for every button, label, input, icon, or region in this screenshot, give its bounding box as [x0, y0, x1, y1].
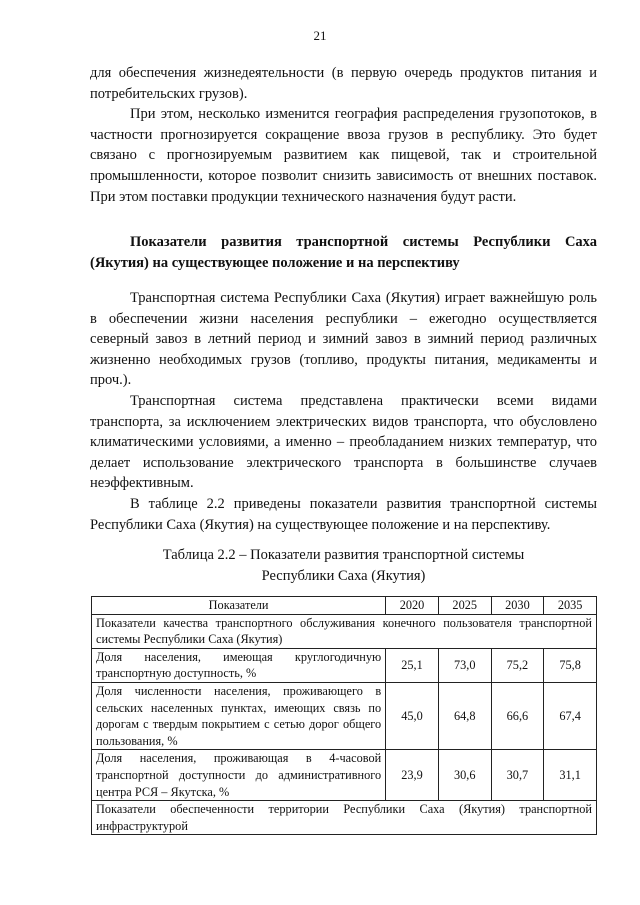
paragraph: При этом, несколько изменится география распределения грузопотоков, в частности прогнозируется сокращение ввоза грузов в республику. Это будет связано с прогнозируемым развитием как пищевой, так и строительной промышленности, которое позволит снизить зависимость от внешних поставок. При этом поставки продукции технического назначения будут расти.: [90, 106, 597, 205]
page-number: 21: [313, 28, 327, 43]
table-caption-line: Республики Саха (Якутия): [261, 567, 426, 584]
cell-value: 66,6: [491, 682, 544, 749]
table-caption-line: Таблица 2.2 – Показатели развития транспортной системы: [162, 547, 525, 563]
column-header: Показатели: [92, 597, 386, 615]
section-label: Показатели обеспеченности территории Республики Саха (Якутия) транспортной инфраструктурой: [92, 801, 597, 835]
cell-value: 31,1: [544, 750, 597, 801]
cell-value: 64,8: [438, 682, 491, 749]
main-text: [90, 288, 597, 535]
cell-value: 30,7: [491, 750, 544, 801]
cell-value: 73,0: [438, 648, 491, 682]
column-header: 2020: [386, 597, 439, 615]
column-header: 2035: [544, 597, 597, 615]
cell-value: 45,0: [386, 682, 439, 749]
cell-value: 75,2: [491, 648, 544, 682]
table-row: [92, 648, 597, 682]
table-section-row: [92, 614, 597, 648]
column-header: 2030: [491, 597, 544, 615]
table-section-row: [92, 801, 597, 835]
intro-text: [90, 63, 597, 207]
column-header: 2025: [438, 597, 491, 615]
cell-value: 75,8: [544, 648, 597, 682]
section-heading: Показатели развития транспортной системы Республики Саха (Якутия) на существующее положение и на перспективу: [90, 234, 597, 271]
cell-value: 30,6: [438, 750, 491, 801]
row-label: Доля численности населения, проживающего в сельских населенных пунктах, имеющих связь по дорогам с твердым покрытием с сетью дорог общего пользования, %: [92, 682, 386, 749]
row-label: Доля населения, проживающая в 4-часовой транспортной доступности до административного центра РСЯ – Якутска, %: [92, 750, 386, 801]
table-caption: [90, 545, 597, 586]
row-label: Доля населения, имеющая круглогодичную транспортную доступность, %: [92, 648, 386, 682]
indicators-table: [91, 596, 597, 835]
paragraph: В таблице 2.2 приведены показатели развития транспортной системы Республики Саха (Якутия) на существующее положение и на перспективу.: [90, 495, 597, 533]
cell-value: 67,4: [544, 682, 597, 749]
paragraph: Транспортная система Республики Саха (Якутия) играет важнейшую роль в обеспечении жизни населения республики – ежегодно осуществляется северный завоз в летний период и зимний завоз в зимний период различных жизненно необходимых грузов (топливо, продукты питания, медикаменты и проч.).: [90, 290, 597, 389]
cell-value: 25,1: [386, 648, 439, 682]
table-row: [92, 682, 597, 749]
cell-value: 23,9: [386, 750, 439, 801]
paragraph: Транспортная система представлена практически всеми видами транспорта, за исключением электрических видов транспорта, что обусловлено климатическими условиями, а именно – преобладанием низких температур, что делает использование электрического транспорта в большинстве случаев неэффективным.: [90, 392, 597, 492]
section-label: Показатели качества транспортного обслуживания конечного пользователя транспортной системы Республики Саха (Якутия): [92, 614, 597, 648]
table-header-row: [92, 597, 597, 615]
table-row: [92, 750, 597, 801]
paragraph: для обеспечения жизнедеятельности (в первую очередь продуктов питания и потребительских грузов).: [90, 65, 597, 102]
